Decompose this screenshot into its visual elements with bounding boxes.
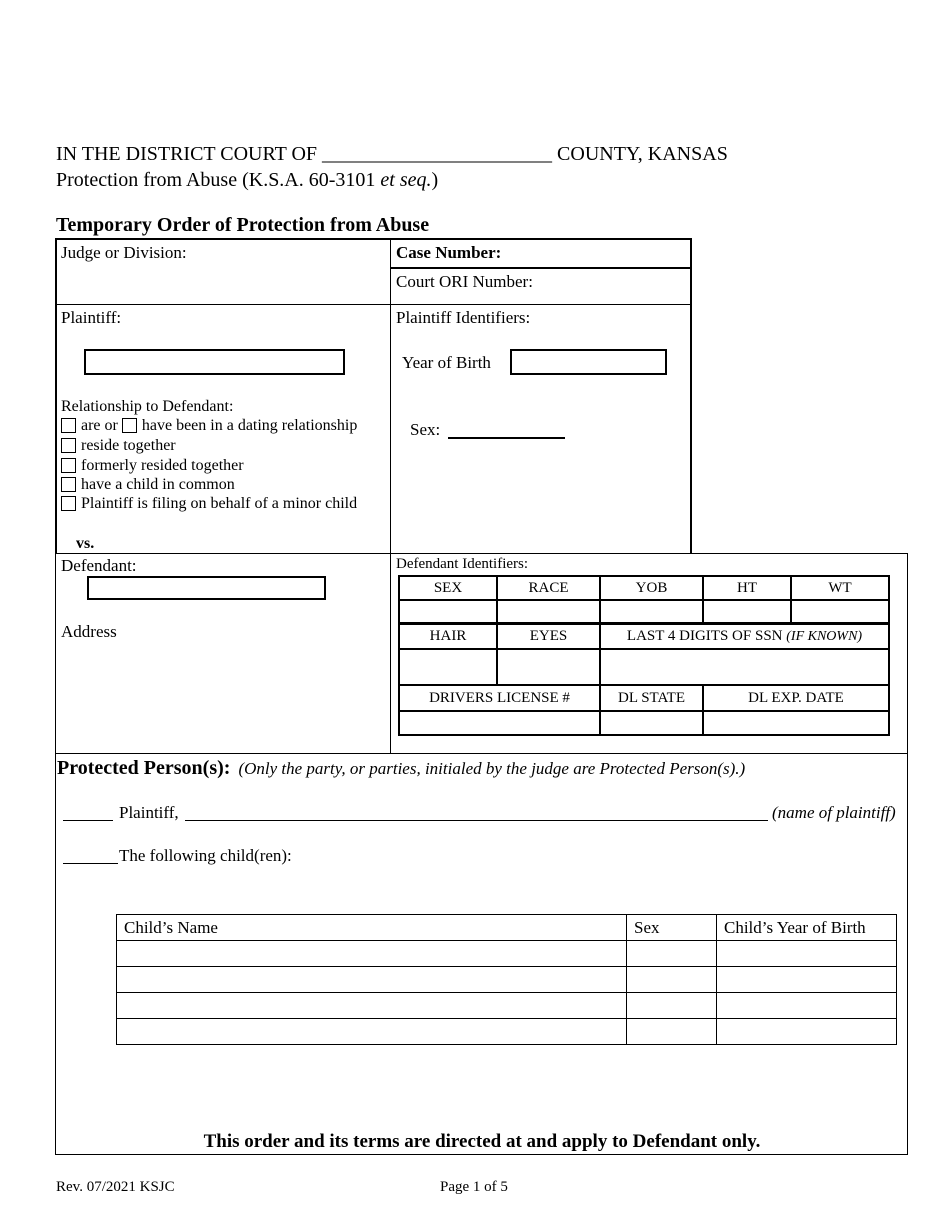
plaintiff-name-field[interactable]: [84, 349, 345, 375]
table-row: [117, 1019, 897, 1045]
child-sex-cell[interactable]: [627, 1019, 717, 1045]
table-row: [399, 576, 889, 600]
child-common-checkbox[interactable]: [61, 477, 76, 492]
relationship-option-child: [61, 476, 235, 494]
sex-blank[interactable]: [448, 437, 565, 439]
dating-label: have been in a dating relationship: [141, 417, 358, 434]
minor-label: Plaintiff is filing on behalf of a minor child: [81, 495, 358, 512]
children-table: [116, 914, 897, 1045]
court-ori-label: Court ORI Number:: [396, 272, 533, 291]
minor-checkbox[interactable]: [61, 496, 76, 511]
race-cell[interactable]: [497, 600, 600, 624]
court-prefix: IN THE DISTRICT COURT OF: [56, 143, 318, 165]
relationship-option-minor: [61, 495, 357, 513]
dl-exp-header: DL EXP. DATE: [703, 685, 889, 711]
child-name-cell[interactable]: [117, 941, 627, 967]
table-row: [399, 649, 889, 685]
relationship-option-reside: [61, 437, 176, 455]
table-row: [399, 623, 889, 649]
child-name-header: Child’s Name: [117, 915, 627, 941]
formerly-label: formerly resided together: [81, 457, 244, 474]
defendant-top: [55, 553, 908, 554]
eyes-header: EYES: [497, 623, 600, 649]
right-divider-upper: [690, 238, 692, 554]
children-label: The following child(ren):: [119, 846, 292, 865]
plaintiff-label: Plaintiff:: [61, 308, 122, 327]
statute-italic: et seq.: [380, 169, 432, 191]
plaintiff-identifiers-label: Plaintiff Identifiers:: [396, 308, 531, 327]
wt-cell[interactable]: [791, 600, 889, 624]
vs-label: vs.: [76, 535, 95, 552]
plaintiff-yob-field[interactable]: [510, 349, 667, 375]
child-yob-cell[interactable]: [717, 941, 897, 967]
hair-cell[interactable]: [399, 649, 497, 685]
hair-header: HAIR: [399, 623, 497, 649]
dating-checkbox[interactable]: [122, 418, 137, 433]
children-initial-blank[interactable]: [63, 863, 118, 864]
table-row: [117, 941, 897, 967]
protected-note: (Only the party, or parties, initialed by the judge are Protected Person(s).): [238, 759, 746, 778]
child-sex-cell[interactable]: [627, 993, 717, 1019]
sex-header: SEX: [399, 576, 497, 600]
child-sex-header: Sex: [627, 915, 717, 941]
defendant-identifiers-label: Defendant Identifiers:: [396, 556, 529, 572]
protected-heading: [57, 757, 745, 780]
statute-suffix: ): [431, 169, 439, 191]
middle-divider: [390, 238, 391, 754]
eyes-cell[interactable]: [497, 649, 600, 685]
race-header: RACE: [497, 576, 600, 600]
plaintiff-initial-blank[interactable]: [63, 820, 113, 821]
table-row: [399, 685, 889, 711]
outer-left-lower: [55, 553, 56, 1155]
directive-text: This order and its terms are directed at and apply to Defendant only.: [203, 1131, 761, 1152]
ssn-header-italic: (IF KNOWN): [786, 628, 863, 644]
child-name-cell[interactable]: [117, 967, 627, 993]
year-of-birth-label: Year of Birth: [402, 353, 491, 372]
child-yob-cell[interactable]: [717, 967, 897, 993]
county-blank: _______________________: [322, 143, 553, 165]
child-name-cell[interactable]: [117, 993, 627, 1019]
relationship-option-dating: [61, 417, 357, 435]
yob-header: YOB: [600, 576, 703, 600]
sex-label: Sex:: [410, 420, 441, 439]
plaintiff-name-blank[interactable]: [185, 820, 768, 821]
table-row: [117, 993, 897, 1019]
dl-state-header: DL STATE: [600, 685, 703, 711]
defendant-name-field[interactable]: [87, 576, 326, 600]
ssn-header: [600, 623, 889, 649]
outer-right-lower: [907, 553, 908, 1155]
drivers-license-header: DRIVERS LICENSE #: [399, 685, 600, 711]
child-yob-header: Child’s Year of Birth: [717, 915, 897, 941]
formerly-checkbox[interactable]: [61, 458, 76, 473]
ht-header: HT: [703, 576, 791, 600]
statute-prefix: Protection from Abuse (K.S.A. 60-3101: [56, 169, 381, 191]
case-number-label: Case Number:: [396, 243, 502, 262]
table-row: [399, 711, 889, 735]
table-row: [399, 600, 889, 624]
child-sex-cell[interactable]: [627, 967, 717, 993]
reside-label: reside together: [81, 437, 176, 454]
court-heading: [56, 143, 728, 166]
bottom-border: [55, 1154, 908, 1155]
row1-bottom: [56, 304, 691, 305]
case-number-divider: [391, 267, 691, 269]
defendant-identifiers-table-3: [398, 684, 890, 736]
name-of-plaintiff-label: (name of plaintiff): [772, 803, 896, 822]
protected-title: Protected Person(s):: [57, 757, 231, 779]
table-row: [117, 967, 897, 993]
dl-exp-cell[interactable]: [703, 711, 889, 735]
address-label: Address: [61, 622, 117, 641]
defendant-label: Defendant:: [61, 556, 137, 575]
wt-header: WT: [791, 576, 889, 600]
dl-state-cell[interactable]: [600, 711, 703, 735]
top-border: [55, 238, 692, 240]
defendant-identifiers-table: [398, 575, 890, 625]
outer-left-upper: [55, 238, 57, 554]
relationship-option-formerly: [61, 457, 244, 475]
table-row: [117, 915, 897, 941]
drivers-license-cell[interactable]: [399, 711, 600, 735]
are-checkbox[interactable]: [61, 418, 76, 433]
ht-cell[interactable]: [703, 600, 791, 624]
judge-label: Judge or Division:: [61, 243, 187, 262]
child-name-cell[interactable]: [117, 1019, 627, 1045]
sex-cell[interactable]: [399, 600, 497, 624]
ssn-cell[interactable]: [600, 649, 889, 685]
revision-label: Rev. 07/2021 KSJC: [56, 1179, 175, 1195]
are-or-label: are or: [81, 417, 118, 434]
form-title: Temporary Order of Protection from Abuse: [56, 214, 430, 236]
child-yob-cell[interactable]: [717, 993, 897, 1019]
reside-checkbox[interactable]: [61, 438, 76, 453]
child-common-label: have a child in common: [81, 476, 235, 493]
defendant-bottom: [55, 753, 908, 754]
child-sex-cell[interactable]: [627, 941, 717, 967]
court-suffix: COUNTY, KANSAS: [557, 143, 728, 165]
page-number: Page 1 of 5: [440, 1179, 508, 1195]
defendant-identifiers-table-2: [398, 622, 890, 686]
yob-cell[interactable]: [600, 600, 703, 624]
ssn-header-text: LAST 4 DIGITS OF SSN: [626, 627, 787, 644]
protected-plaintiff-label: Plaintiff,: [119, 803, 179, 822]
child-yob-cell[interactable]: [717, 1019, 897, 1045]
relationship-label: Relationship to Defendant:: [61, 398, 234, 415]
statute-line: [56, 169, 438, 192]
